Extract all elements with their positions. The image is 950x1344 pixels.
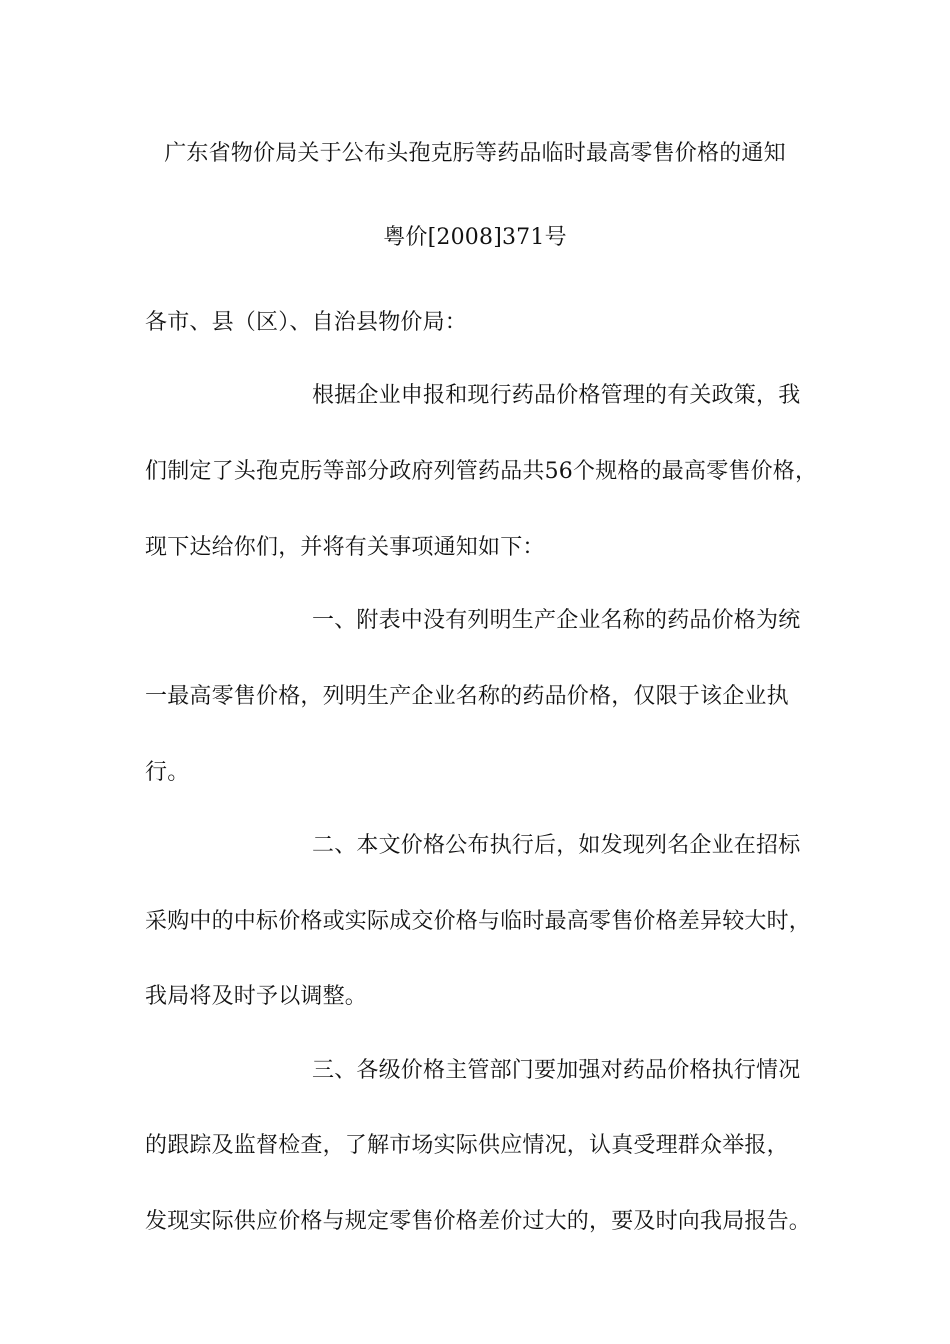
- paragraph-1-line-3: 现下达给你们，并将有关事项通知如下：: [145, 535, 545, 560]
- paragraph-4-line-1: 三、各级价格主管部门要加强对药品价格执行情况: [312, 1058, 801, 1083]
- paragraph-3-line-2: 采购中的中标价格或实际成交价格与临时最高零售价格差异较大时，: [145, 909, 812, 934]
- paragraph-2-line-1: 一、附表中没有列明生产企业名称的药品价格为统: [312, 608, 801, 633]
- paragraph-4-line-3: 发现实际供应价格与规定零售价格差价过大的，要及时向我局报告。: [145, 1209, 812, 1234]
- salutation: 各市、县（区）、自治县物价局：: [145, 310, 468, 335]
- paragraph-2-line-3: 行。: [145, 760, 190, 785]
- paragraph-3-line-1: 二、本文价格公布执行后，如发现列名企业在招标: [312, 833, 801, 858]
- document-number: 粤价[2008]371号: [383, 225, 567, 250]
- document-title: 广东省物价局关于公布头孢克肟等药品临时最高零售价格的通知: [164, 141, 786, 166]
- paragraph-2-line-2: 一最高零售价格，列明生产企业名称的药品价格，仅限于该企业执: [145, 684, 789, 709]
- paragraph-3-line-3: 我局将及时予以调整。: [145, 984, 368, 1009]
- paragraph-1-line-1: 根据企业申报和现行药品价格管理的有关政策，我: [312, 383, 801, 408]
- paragraph-1-line-2: 们制定了头孢克肟等部分政府列管药品共56个规格的最高零售价格，: [145, 459, 818, 484]
- paragraph-4-line-2: 的跟踪及监督检查，了解市场实际供应情况，认真受理群众举报，: [145, 1133, 789, 1158]
